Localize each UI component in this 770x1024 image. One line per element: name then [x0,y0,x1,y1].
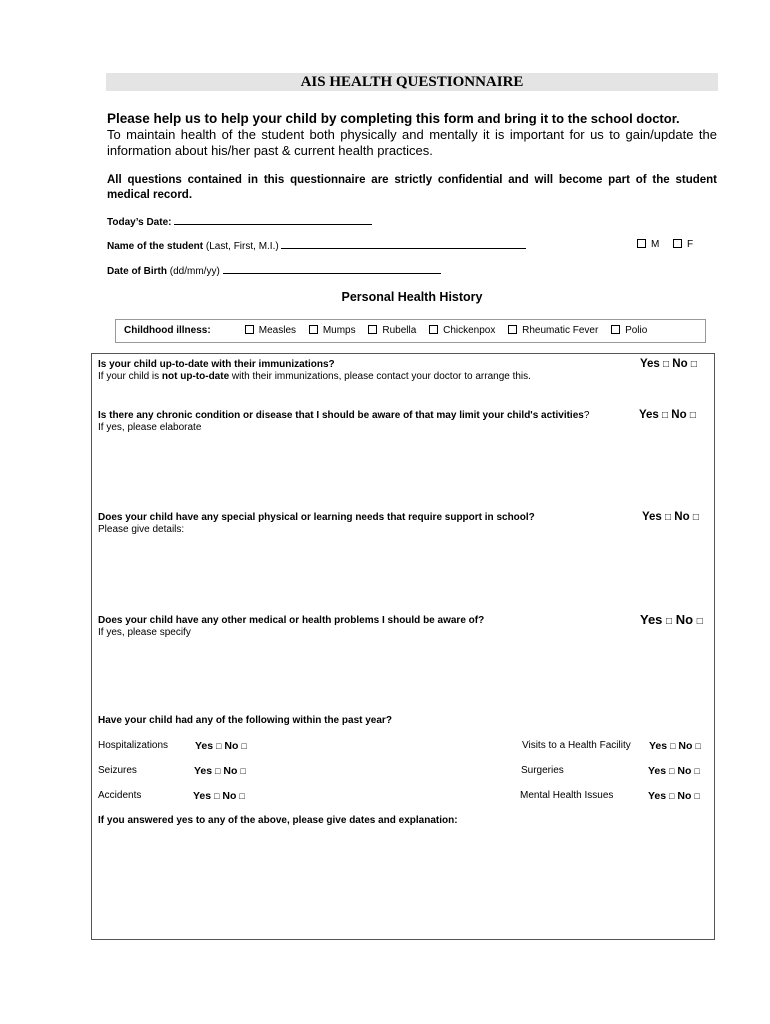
question-subtext: Please give details: [98,524,185,535]
yes-no-q2[interactable]: Yes □ No □ [639,409,696,421]
intro-body: To maintain health of the student both physically and mentally it is important for us to gain/update the information about his/her past & current health practices. [107,127,717,158]
childhood-illness-label: Childhood illness: [124,325,211,336]
illness-label: Chickenpox [443,325,496,336]
yes-no-visits[interactable]: Yes □ No □ [649,740,701,752]
question-title: Does your child have any other medical or health problems I should be aware of? [98,615,485,626]
intro-lead: Please help us to help your child by completing this form [107,111,474,126]
illness-label: Mumps [322,325,356,336]
page-title: AIS HEALTH QUESTIONNAIRE [106,73,718,91]
illness-label: Rubella [382,325,417,336]
confidential-notice: All questions contained in this questionnaire are strictly confidential and will become part of the student medical record. [107,174,717,201]
name-label: Name of the student [107,241,204,252]
gender-f-label: F [687,239,694,250]
gender-m-label: M [651,239,660,250]
illness-label: Measles [258,325,297,336]
dob-hint: (dd/mm/yy) [169,266,220,277]
question-title: Does your child have any special physical or learning needs that require support in school? [98,512,535,523]
name-field [107,239,526,253]
yes-no-hospitalizations[interactable]: Yes □ No □ [195,740,247,752]
questions-box [91,353,715,940]
illness-polio[interactable] [611,325,647,336]
illness-checkbox[interactable] [245,325,254,334]
illness-chickenpox[interactable] [429,325,495,336]
illness-label: Rheumatic Fever [522,325,599,336]
section-title: Personal Health History [341,290,483,304]
item-surgeries: Surgeries [521,765,564,776]
item-visits-health-facility: Visits to a Health Facility [522,740,631,751]
yes-no-q1[interactable]: Yes □ No □ [640,358,697,370]
yes-no-q4[interactable]: Yes □ No □ [640,612,703,627]
question-subtext: If yes, please elaborate [98,422,202,433]
question-special-needs [98,512,638,536]
name-hint: (Last, First, M.I.) [205,241,279,252]
question-subtext: If yes, please specify [98,627,191,638]
yes-no-q3[interactable]: Yes □ No □ [642,511,699,523]
dob-field [107,264,441,278]
gender-f-checkbox[interactable] [673,239,682,248]
illness-checkbox[interactable] [429,325,438,334]
past-year-title: Have your child had any of the following within the past year? [98,715,392,726]
dob-label: Date of Birth [107,266,167,277]
intro-paragraph [107,111,717,159]
date-label: Today’s Date: [107,217,172,228]
question-chronic: Is there any chronic condition or disease that I should be aware of that may limit your child's activities? If yes, please elaborate [98,410,638,434]
illness-mumps[interactable] [309,325,356,336]
gender-m-checkbox[interactable] [637,239,646,248]
item-seizures: Seizures [98,765,137,776]
name-input[interactable] [281,239,526,249]
illness-checkbox[interactable] [508,325,517,334]
date-input[interactable] [174,215,372,225]
gender-f[interactable] [673,239,693,251]
item-mental-health: Mental Health Issues [520,790,614,801]
illness-rheumatic-fever[interactable] [508,325,598,336]
illness-rubella[interactable] [368,325,416,336]
question-immunizations [98,359,638,383]
item-hospitalizations: Hospitalizations [98,740,169,751]
intro-lead-2: and bring it to the school doctor. [473,111,680,126]
illness-measles[interactable] [245,325,296,336]
item-accidents: Accidents [98,790,142,801]
gender-m[interactable] [637,239,659,251]
question-title: Is there any chronic condition or disease that I should be aware of that may limit your child's activities [98,410,584,421]
date-field [107,215,372,229]
illness-checkbox[interactable] [611,325,620,334]
illness-label: Polio [625,325,648,336]
childhood-illness-box [115,319,706,343]
explanation-prompt: If you answered yes to any of the above, please give dates and explanation: [98,815,458,826]
yes-no-seizures[interactable]: Yes □ No □ [194,765,246,777]
yes-no-accidents[interactable]: Yes □ No □ [193,790,245,802]
yes-no-mental-health[interactable]: Yes □ No □ [648,790,700,802]
dob-input[interactable] [223,264,441,274]
question-subtext: If your child is not up-to-date with their immunizations, please contact your doctor to arrange this. [98,371,531,382]
question-other-problems [98,615,638,639]
illness-checkbox[interactable] [368,325,377,334]
question-title: Is your child up-to-date with their immunizations? [98,359,335,370]
yes-no-surgeries[interactable]: Yes □ No □ [648,765,700,777]
illness-checkbox[interactable] [309,325,318,334]
